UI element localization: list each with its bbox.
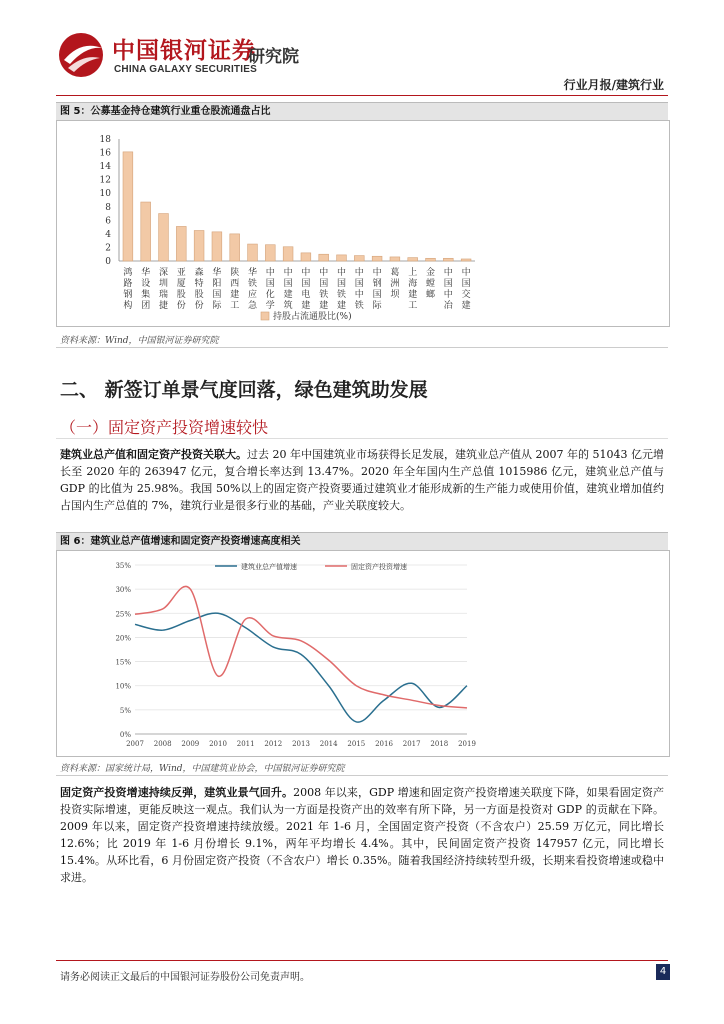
y-tick-label: 25% — [115, 610, 131, 619]
y-tick-label: 14 — [99, 162, 111, 173]
x-tick-label: 2014 — [319, 740, 338, 748]
legend — [261, 310, 352, 322]
bar — [283, 247, 293, 261]
x-category-label: 森特股份 — [194, 268, 204, 311]
legend-swatch — [261, 312, 269, 320]
y-tick-label: 5% — [119, 706, 131, 715]
bar — [194, 231, 204, 262]
footer-disclaimer: 请务必阅读正文最后的中国银河证券股份公司免责声明。 — [60, 972, 310, 983]
x-category-label: 上海建工 — [408, 268, 418, 311]
figure6-title: 图 6：建筑业总产值增速和固定资产投资增速高度相关 — [56, 532, 668, 550]
x-tick-label: 2019 — [458, 740, 476, 748]
page-number: 4 — [656, 964, 670, 980]
bar — [372, 256, 382, 261]
legend-label: 固定资产投资增速 — [351, 563, 407, 571]
x-tick-label: 2010 — [209, 740, 227, 748]
bar — [337, 255, 347, 261]
x-category-label: 亚厦股份 — [176, 268, 186, 311]
x-tick-label: 2016 — [375, 740, 393, 748]
x-category-label: 中国化学 — [265, 268, 275, 311]
x-category-label: 金螳螂 — [425, 268, 436, 300]
bar — [461, 259, 471, 261]
x-tick-label: 2013 — [292, 740, 310, 748]
galaxy-logo-icon — [56, 30, 106, 80]
figure5-divider — [56, 347, 668, 348]
x-category-label: 华设集团 — [141, 268, 151, 311]
x-category-label: 华铁应急 — [247, 268, 258, 311]
brand-name-en: CHINA GALAXY SECURITIES — [114, 64, 257, 75]
bar — [159, 214, 169, 261]
y-tick-label: 15% — [115, 658, 131, 667]
figure6-divider — [56, 775, 668, 776]
section-heading: 二、 新签订单景气度回落，绿色建筑助发展 — [60, 379, 428, 401]
paragraph1-lead: 建筑业总产值和固定资产投资关联大。 — [60, 448, 248, 461]
x-category-label: 中国中冶 — [443, 268, 453, 311]
y-tick-label: 20% — [115, 634, 131, 643]
paragraph2-lead: 固定资产投资增速持续反弹，建筑业景气回升。 — [60, 786, 294, 799]
legend-label: 持股占流通股比(%) — [273, 312, 352, 322]
x-category-label: 陕西建工 — [230, 268, 240, 311]
bar — [265, 245, 275, 261]
x-category-label: 中国铁建 — [319, 268, 329, 311]
figure5-source: 资料来源：Wind，中国银河证券研究院 — [60, 336, 219, 346]
bar — [230, 234, 240, 261]
footer-rule — [56, 960, 668, 961]
x-tick-label: 2008 — [153, 740, 172, 748]
figure5-bar-chart — [57, 121, 669, 326]
y-tick-label: 10% — [115, 682, 131, 691]
bar — [319, 254, 329, 261]
bar — [176, 226, 186, 261]
x-category-label: 中钢国际 — [372, 268, 382, 311]
y-tick-label: 6 — [105, 216, 111, 227]
x-category-label: 葛洲坝 — [390, 268, 400, 300]
x-tick-label: 2018 — [430, 740, 449, 748]
y-tick-label: 18 — [99, 135, 111, 145]
bar — [123, 152, 133, 261]
x-tick-label: 2007 — [126, 740, 144, 748]
bar — [141, 202, 151, 261]
report-type: 行业月报/建筑行业 — [563, 78, 664, 92]
series-line — [135, 613, 467, 722]
x-tick-label: 2017 — [402, 740, 421, 748]
y-tick-label: 35% — [115, 562, 131, 570]
bar — [426, 258, 436, 261]
figure6-line-chart — [57, 551, 669, 756]
series-line — [135, 586, 467, 707]
header-rule — [56, 95, 668, 96]
y-tick-label: 4 — [105, 229, 111, 240]
y-tick-label: 30% — [115, 586, 131, 595]
bar — [443, 258, 453, 261]
y-tick-label: 8 — [105, 202, 111, 213]
subsection-rule — [56, 438, 668, 439]
bar — [390, 257, 400, 261]
legend-label: 建筑业总产值增速 — [241, 563, 297, 571]
bar — [248, 244, 258, 261]
bar — [354, 256, 364, 261]
x-category-label: 中国中铁 — [354, 268, 364, 311]
x-category-label: 华阳国际 — [212, 268, 222, 311]
y-tick-label: 12 — [99, 175, 111, 186]
y-tick-label: 0% — [119, 731, 131, 739]
y-tick-label: 2 — [105, 243, 111, 254]
bar — [212, 232, 222, 261]
figure5-title: 图 5：公募基金持仓建筑行业重仓股流通盘占比 — [56, 102, 668, 120]
x-tick-label: 2011 — [236, 740, 255, 748]
paragraph1-body: 过去 20 年中国建筑业市场获得长足发展，建筑业总产值从 2007 年的 51043 亿元增长至 2020 年的 263947 亿元，复合增长率达到 13.47%。2020 年全年国内生产总值 1015986 亿元，建筑业总产值与 GDP 的比值为 25.98%。我国 50%以上的固定资产投资要通过建筑业才能形成新的生产能力或使用价值，建筑业增加值约占国内生产总值的 7%，建筑行业是很多行业的基础，产业关联度较大。 — [60, 448, 664, 512]
paragraph-construction-output — [60, 446, 664, 514]
y-tick-label: 10 — [99, 189, 111, 200]
subsection-heading: （一）固定资产投资增速较快 — [60, 418, 269, 437]
figure6-frame — [56, 550, 670, 757]
x-category-label: 中国建筑 — [283, 268, 293, 311]
figure5-frame — [56, 120, 670, 327]
x-tick-label: 2012 — [264, 740, 283, 748]
x-category-label: 中国电建 — [301, 268, 311, 311]
bar — [408, 258, 418, 261]
x-category-label: 中国铁建 — [336, 268, 347, 311]
x-category-label: 鸿路钢构 — [123, 268, 133, 311]
bar — [301, 253, 311, 261]
x-category-label: 深圳瑞捷 — [158, 268, 169, 311]
figure6-source: 资料来源：国家统计局，Wind，中国建筑业协会，中国银河证券研究院 — [60, 764, 345, 774]
brand-name-cn: 中国银河证券 — [112, 38, 256, 64]
x-tick-label: 2015 — [347, 740, 366, 748]
institute-label: 研究院 — [248, 47, 299, 67]
company-logo — [56, 30, 256, 80]
x-category-label: 中国交建 — [461, 268, 471, 311]
y-tick-label: 0 — [105, 257, 111, 267]
x-tick-label: 2009 — [181, 740, 200, 748]
paragraph2-body: 2008 年以来，GDP 增速和固定资产投资增速关联度下降，如果看固定资产投资实际增速，更能反映这一观点。我们认为一方面是投资产出的效率有所下降，另一方面是投资对 GDP 的贡献在下降。2009 年以来，固定资产投资增速持续放缓。2021 年 1-6 月，全国固定资产投资（不含农户）25.59 万亿元，同比增长 12.6%；比 2019 年 1-6 月份增长 9.1%，两年平均增长 4.4%。其中，民间固定资产投资 147957 亿元，同比增长 15.4%。从环比看，6 月份固定资产投资（不含农户）增长 0.35%。随着我国经济持续转型升级，长期来看投资增速或稳中求进。 — [60, 786, 665, 884]
y-tick-label: 16 — [99, 148, 111, 159]
paragraph-investment — [60, 784, 664, 886]
